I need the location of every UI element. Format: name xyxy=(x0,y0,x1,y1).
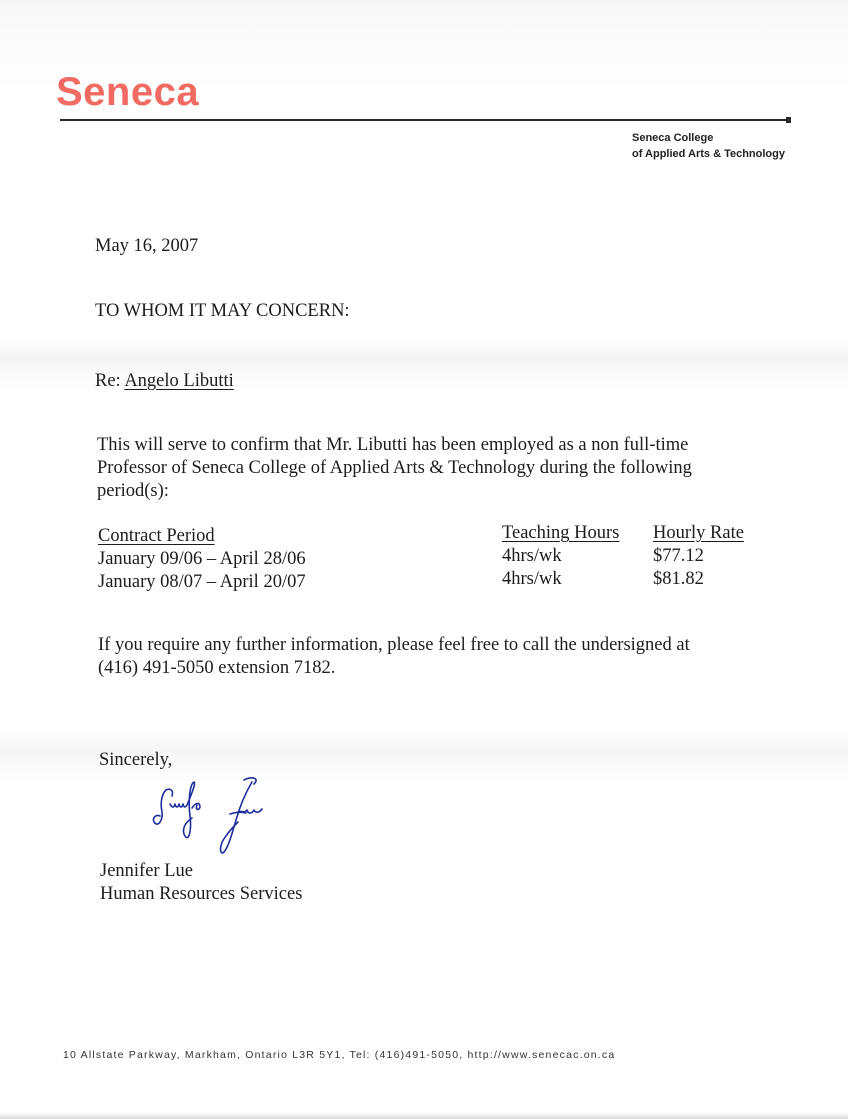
body-line-1: This will serve to confirm that Mr. Libutti has been employed as a non full-time xyxy=(97,435,689,455)
hourly-rate-row-2: $81.82 xyxy=(653,569,704,589)
closing-paragraph xyxy=(98,634,690,680)
re-name: Angelo Libutti xyxy=(124,371,234,391)
teaching-hours-header: Teaching Hours xyxy=(502,523,620,543)
contract-period-header: Contract Period xyxy=(98,526,215,546)
body-line-2: Professor of Seneca College of Applied Arts & Technology during the following xyxy=(97,458,692,478)
handwritten-signature xyxy=(148,772,278,858)
contract-period-row-1: January 09/06 – April 28/06 xyxy=(98,549,306,569)
teaching-hours-row-2: 4hrs/wk xyxy=(502,569,562,589)
teaching-hours-column xyxy=(502,522,619,591)
re-label: Re: xyxy=(95,371,121,391)
header-rule xyxy=(60,119,786,121)
hourly-rate-header: Hourly Rate xyxy=(653,523,744,543)
page-edge-shadow xyxy=(0,1112,848,1119)
contract-period-column xyxy=(98,525,306,594)
teaching-hours-row-1: 4hrs/wk xyxy=(502,546,562,566)
hourly-rate-row-1: $77.12 xyxy=(653,546,704,566)
sign-off: Sincerely, xyxy=(99,750,173,770)
hourly-rate-column xyxy=(653,522,744,591)
salutation: TO WHOM IT MAY CONCERN: xyxy=(95,301,350,321)
footer-address: 10 Allstate Parkway, Markham, Ontario L3R 5Y1, Tel: (416)491-5050, http://www.senecac.on.ca xyxy=(63,1049,616,1061)
contract-period-row-2: January 08/07 – April 20/07 xyxy=(98,572,306,592)
seneca-logo: Seneca xyxy=(56,70,200,114)
signer-block xyxy=(100,860,302,906)
body-paragraph xyxy=(97,434,692,503)
letter-date: May 16, 2007 xyxy=(95,236,199,256)
closing-line-2: (416) 491-5050 extension 7182. xyxy=(98,658,336,678)
re-line xyxy=(95,370,234,393)
college-name-line-1: Seneca College xyxy=(632,132,714,144)
college-name-block xyxy=(632,130,785,162)
college-name-line-2: of Applied Arts & Technology xyxy=(632,148,785,160)
signer-name: Jennifer Lue xyxy=(100,861,193,881)
signer-title: Human Resources Services xyxy=(100,884,303,904)
body-line-3: period(s): xyxy=(97,481,169,501)
closing-line-1: If you require any further information, please feel free to call the undersigned at xyxy=(98,635,690,655)
header-rule-end-mark xyxy=(786,117,791,123)
